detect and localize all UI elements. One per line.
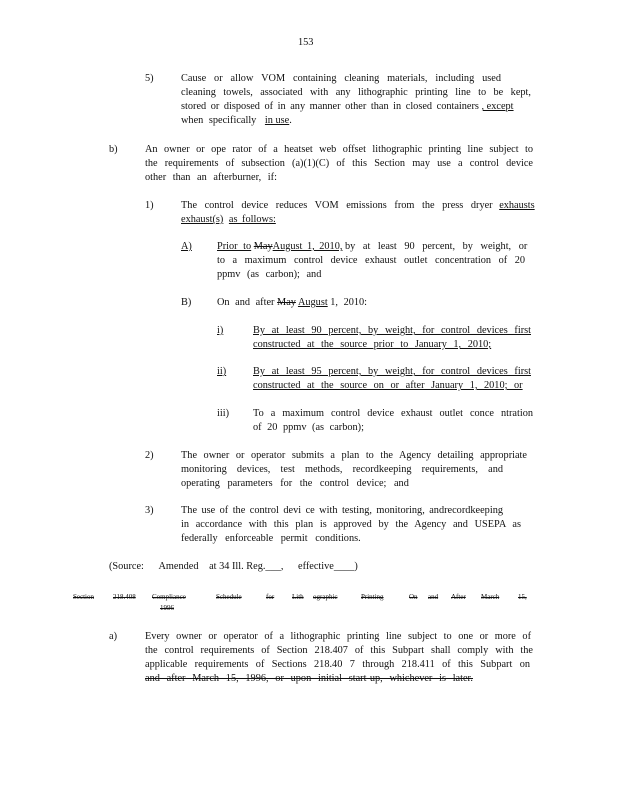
item-b2-line-2: monitoring devices, test methods, recordkeeping requirements, and [181,464,503,475]
item-b3-line-2: in accordance with this plan is approved by the Agency and USEPA as [181,519,521,530]
heading-word: Compliance [152,593,186,601]
item-biii-line-1: To a maximum control device exhaust outlet conce ntration [253,408,533,419]
heading-word: Schedule [216,593,242,601]
heading-word: 15, [518,593,527,601]
heading-word: On [409,593,418,601]
item-a-line-4: and after March 15, 1996, or upon initial start-up, whichever is later. [145,673,473,684]
heading-word: 1996 [160,604,174,612]
heading-word: for [266,593,275,601]
item-a-marker: a) [109,631,117,642]
item-bi-marker: i) [217,325,224,336]
item-biii-line-2: of 20 ppmv (as carbon); [253,422,364,433]
item-b3-marker: 3) [145,505,154,516]
item-5-line-1: Cause or allow VOM containing cleaning materials, including used [181,73,501,84]
page-number: 153 [298,37,314,48]
item-bi-line-1: By at least 90 percent, by weight, for control devices first [253,325,531,336]
item-5-line-3: stored or disposed of in any manner other than in closed containers , except [181,101,514,112]
heading-word: Lith [292,593,304,601]
heading-word: After [451,593,466,601]
item-b-line-3: other than an afterburner, if: [145,172,277,183]
item-bii-line-2: constructed at the source on or after January 1, 2010; or [253,380,523,391]
heading-word: March [481,593,500,601]
item-bA-line-1: Prior to MayAugust 1, 2010, by at least 90 percent, by weight, or [217,241,528,252]
item-b2-line-3: operating parameters for the control device; and [181,478,409,489]
item-b-line-1: An owner or ope rator of a heatset web offset lithographic printing line subject to [145,144,533,155]
item-a-line-2: the control requirements of Section 218.407 of this Subpart shall comply with the [145,645,533,656]
heading-word: 218.408 [113,593,136,601]
item-b1-line-2: exhaust(s) as follows: [181,214,276,225]
item-b1-marker: 1) [145,200,154,211]
heading-word: ographic [313,593,338,601]
source-note: (Source: Amended at 34 Ill. Reg.___, effective____) [109,561,358,572]
item-bB-marker: B) [181,297,192,308]
item-b3-line-3: federally enforceable permit conditions. [181,533,361,544]
item-b2-marker: 2) [145,450,154,461]
item-5-marker: 5) [145,73,154,84]
heading-word: and [428,593,439,601]
item-5-line-2: cleaning towels, associated with any lithographic printing line to be kept, [181,87,531,98]
item-bii-line-1: By at least 95 percent, by weight, for control devices first [253,366,531,377]
item-bA-line-2: to a maximum control device exhaust outlet concentration of 20 [217,255,525,266]
item-5-line-4: when specifically in use. [181,115,292,126]
heading-word: Section [73,593,94,601]
item-biii-marker: iii) [217,408,230,419]
item-bB-line-1: On and after May August 1, 2010: [217,297,368,308]
item-b2-line-1: The owner or operator submits a plan to the Agency detailing appropriate [181,450,527,461]
item-bi-line-2: constructed at the source prior to January 1, 2010; [253,339,492,350]
item-bii-marker: ii) [217,366,227,377]
item-a-line-1: Every owner or operator of a lithographic printing line subject to one or more of [145,631,531,642]
heading-word: Printing [361,593,384,601]
item-b-marker: b) [109,144,118,155]
item-bA-marker: A) [181,241,192,252]
item-b1-line-1: The control device reduces VOM emissions from the press dryer exhausts [181,200,535,211]
item-b-line-2: the requirements of subsection (a)(1)(C) of this Section may use a control device [145,158,533,169]
item-a-line-3: applicable requirements of Sections 218.40 7 through 218.411 of this Subpart on [145,659,530,670]
item-b3-line-1: The use of the control devi ce with testing, monitoring, andrecordkeeping [181,505,503,516]
item-bA-line-3: ppmv (as carbon); and [217,269,322,280]
